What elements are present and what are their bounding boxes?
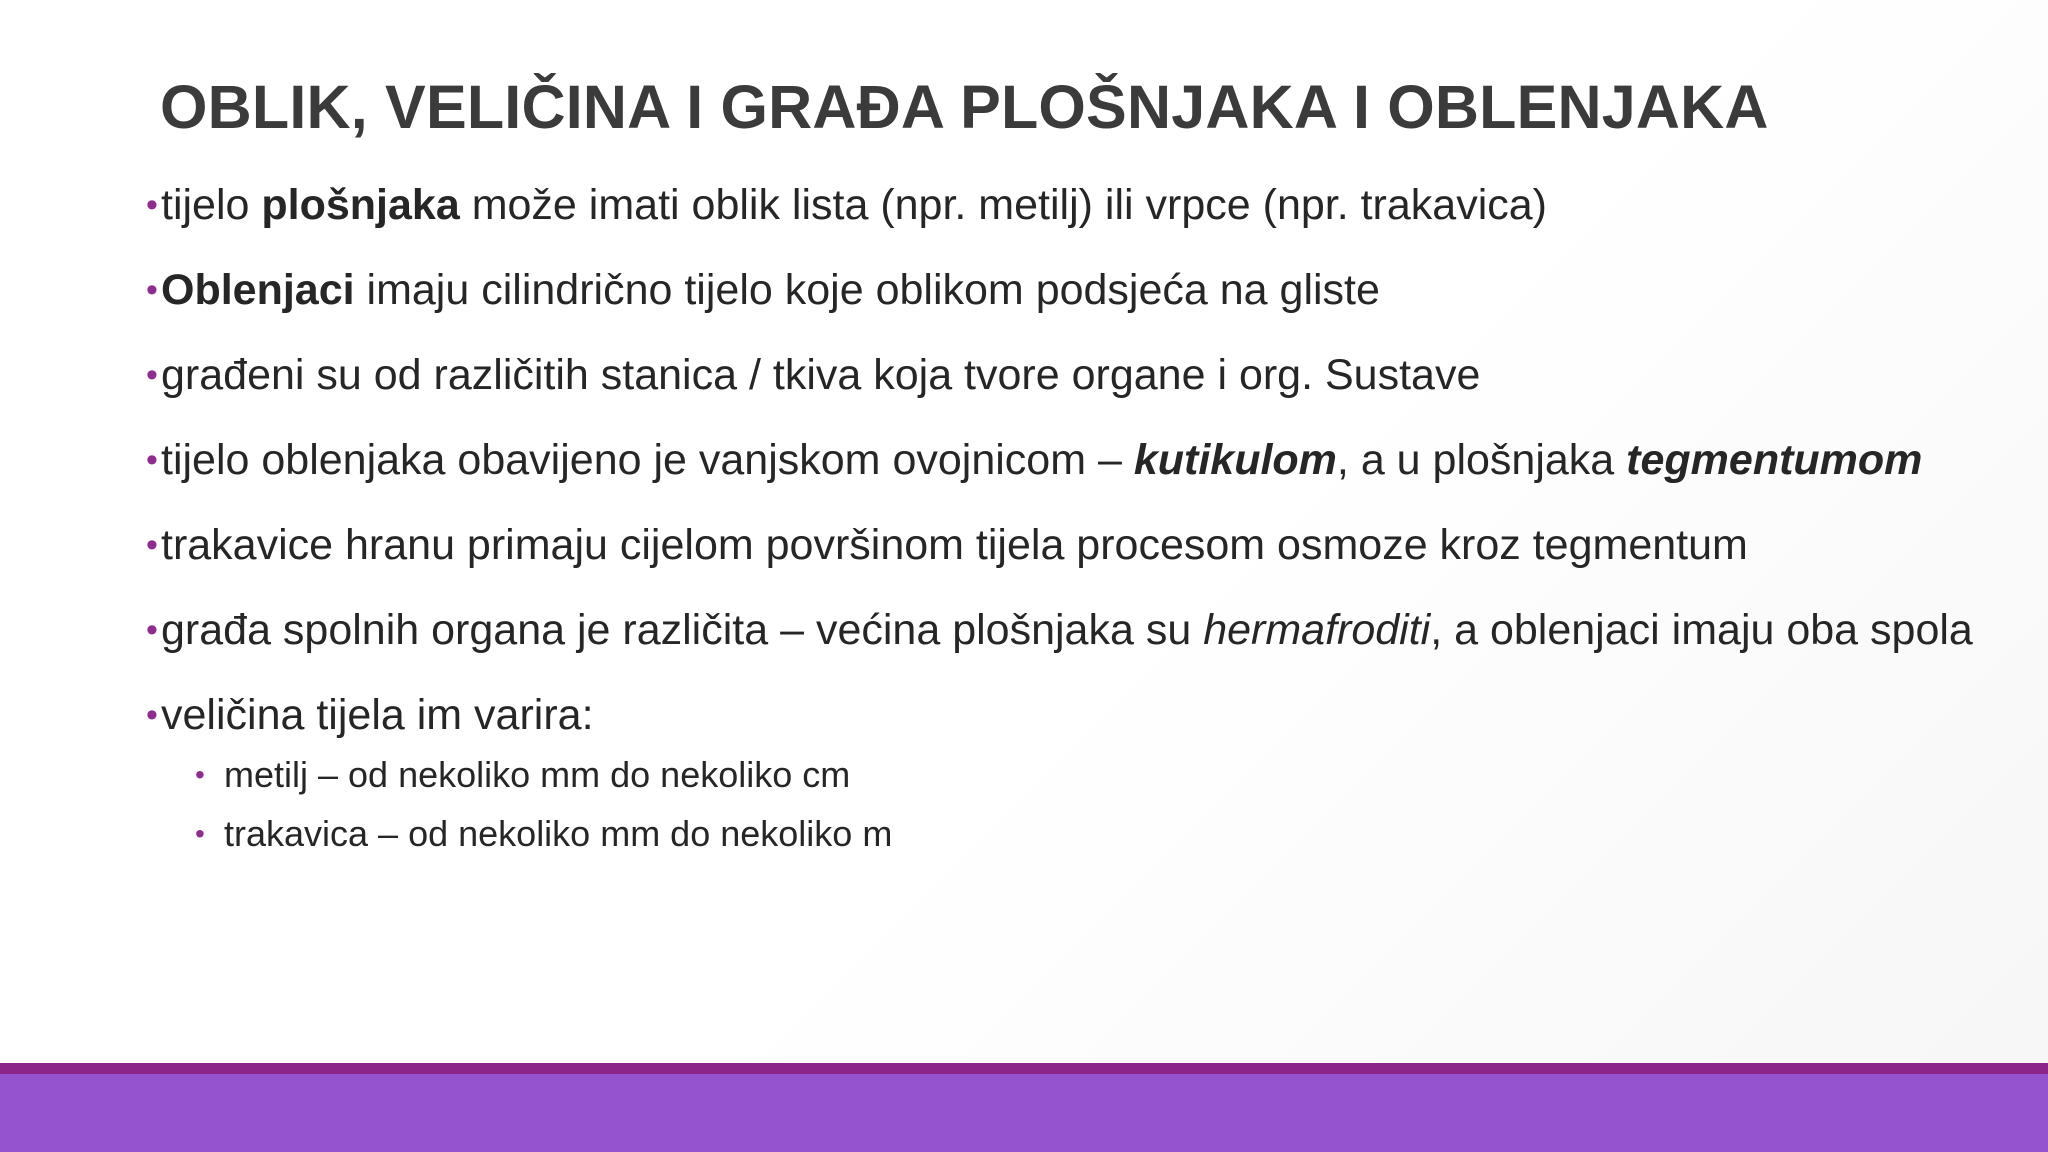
bullet-text: može imati oblik lista (npr. metilj) ili vrpce (npr. trakavica) bbox=[459, 181, 1547, 229]
bullet-marker: • bbox=[146, 271, 158, 309]
bullet-text: građa spolnih organa je različita – većina plošnjaka su bbox=[161, 606, 1204, 654]
bullet-text: građeni su od različitih stanica / tkiva koja tvore organe i org. Sustave bbox=[161, 351, 1481, 399]
bullet-text: tijelo oblenjaka obavijeno je vanjskom ovojnicom – bbox=[161, 436, 1134, 484]
bullet-bold-text: Oblenjaci bbox=[161, 266, 355, 314]
sub-bullet-text: trakavica – od nekoliko mm do nekoliko m bbox=[224, 813, 893, 854]
bullet-italic-text: hermafroditi bbox=[1203, 606, 1431, 654]
bullet-bold-italic-text: tegmentumom bbox=[1626, 436, 1923, 484]
bullet-text: tijelo bbox=[161, 181, 262, 229]
sub-bullet-text: metilj – od nekoliko mm do nekoliko cm bbox=[224, 754, 851, 795]
sub-bullet-item bbox=[161, 804, 2026, 863]
bullet-text: trakavice hranu primaju cijelom površinom tijela procesom osmoze kroz tegmentum bbox=[161, 521, 1748, 569]
bullet-item bbox=[146, 518, 2026, 573]
bullet-item bbox=[146, 433, 2026, 488]
bullet-item bbox=[146, 603, 2026, 658]
footer-band bbox=[0, 1074, 2048, 1152]
bullet-bold-text: plošnjaka bbox=[261, 181, 460, 229]
bullet-marker: • bbox=[146, 611, 158, 649]
sub-bullet-marker: • bbox=[195, 818, 205, 849]
slide-title: OBLIK, VELIČINA I GRAĐA PLOŠNJAKA I OBLENJAKA bbox=[160, 73, 1769, 141]
footer-accent-line bbox=[0, 1063, 2048, 1074]
sub-bullet-item bbox=[161, 745, 2026, 804]
bullet-text: imaju cilindrično tijelo koje oblikom podsjeća na gliste bbox=[354, 266, 1380, 314]
bullet-item bbox=[146, 263, 2026, 318]
bullet-text: , a oblenjaci imaju oba spola bbox=[1430, 606, 1973, 654]
sub-bullet-list bbox=[161, 745, 2026, 863]
bullet-marker: • bbox=[146, 356, 158, 394]
bullet-bold-italic-text: kutikulom bbox=[1133, 436, 1337, 484]
bullet-item bbox=[146, 348, 2026, 403]
bullet-text: , a u plošnjaka bbox=[1336, 436, 1627, 484]
bullet-item bbox=[146, 178, 2026, 233]
sub-bullet-marker: • bbox=[195, 759, 205, 790]
bullet-marker: • bbox=[146, 696, 158, 734]
bullet-list bbox=[146, 178, 2026, 893]
bullet-marker: • bbox=[146, 441, 158, 479]
bullet-item bbox=[146, 688, 2026, 863]
bullet-marker: • bbox=[146, 186, 158, 224]
bullet-text: veličina tijela im varira: bbox=[161, 691, 594, 739]
bullet-marker: • bbox=[146, 526, 158, 564]
